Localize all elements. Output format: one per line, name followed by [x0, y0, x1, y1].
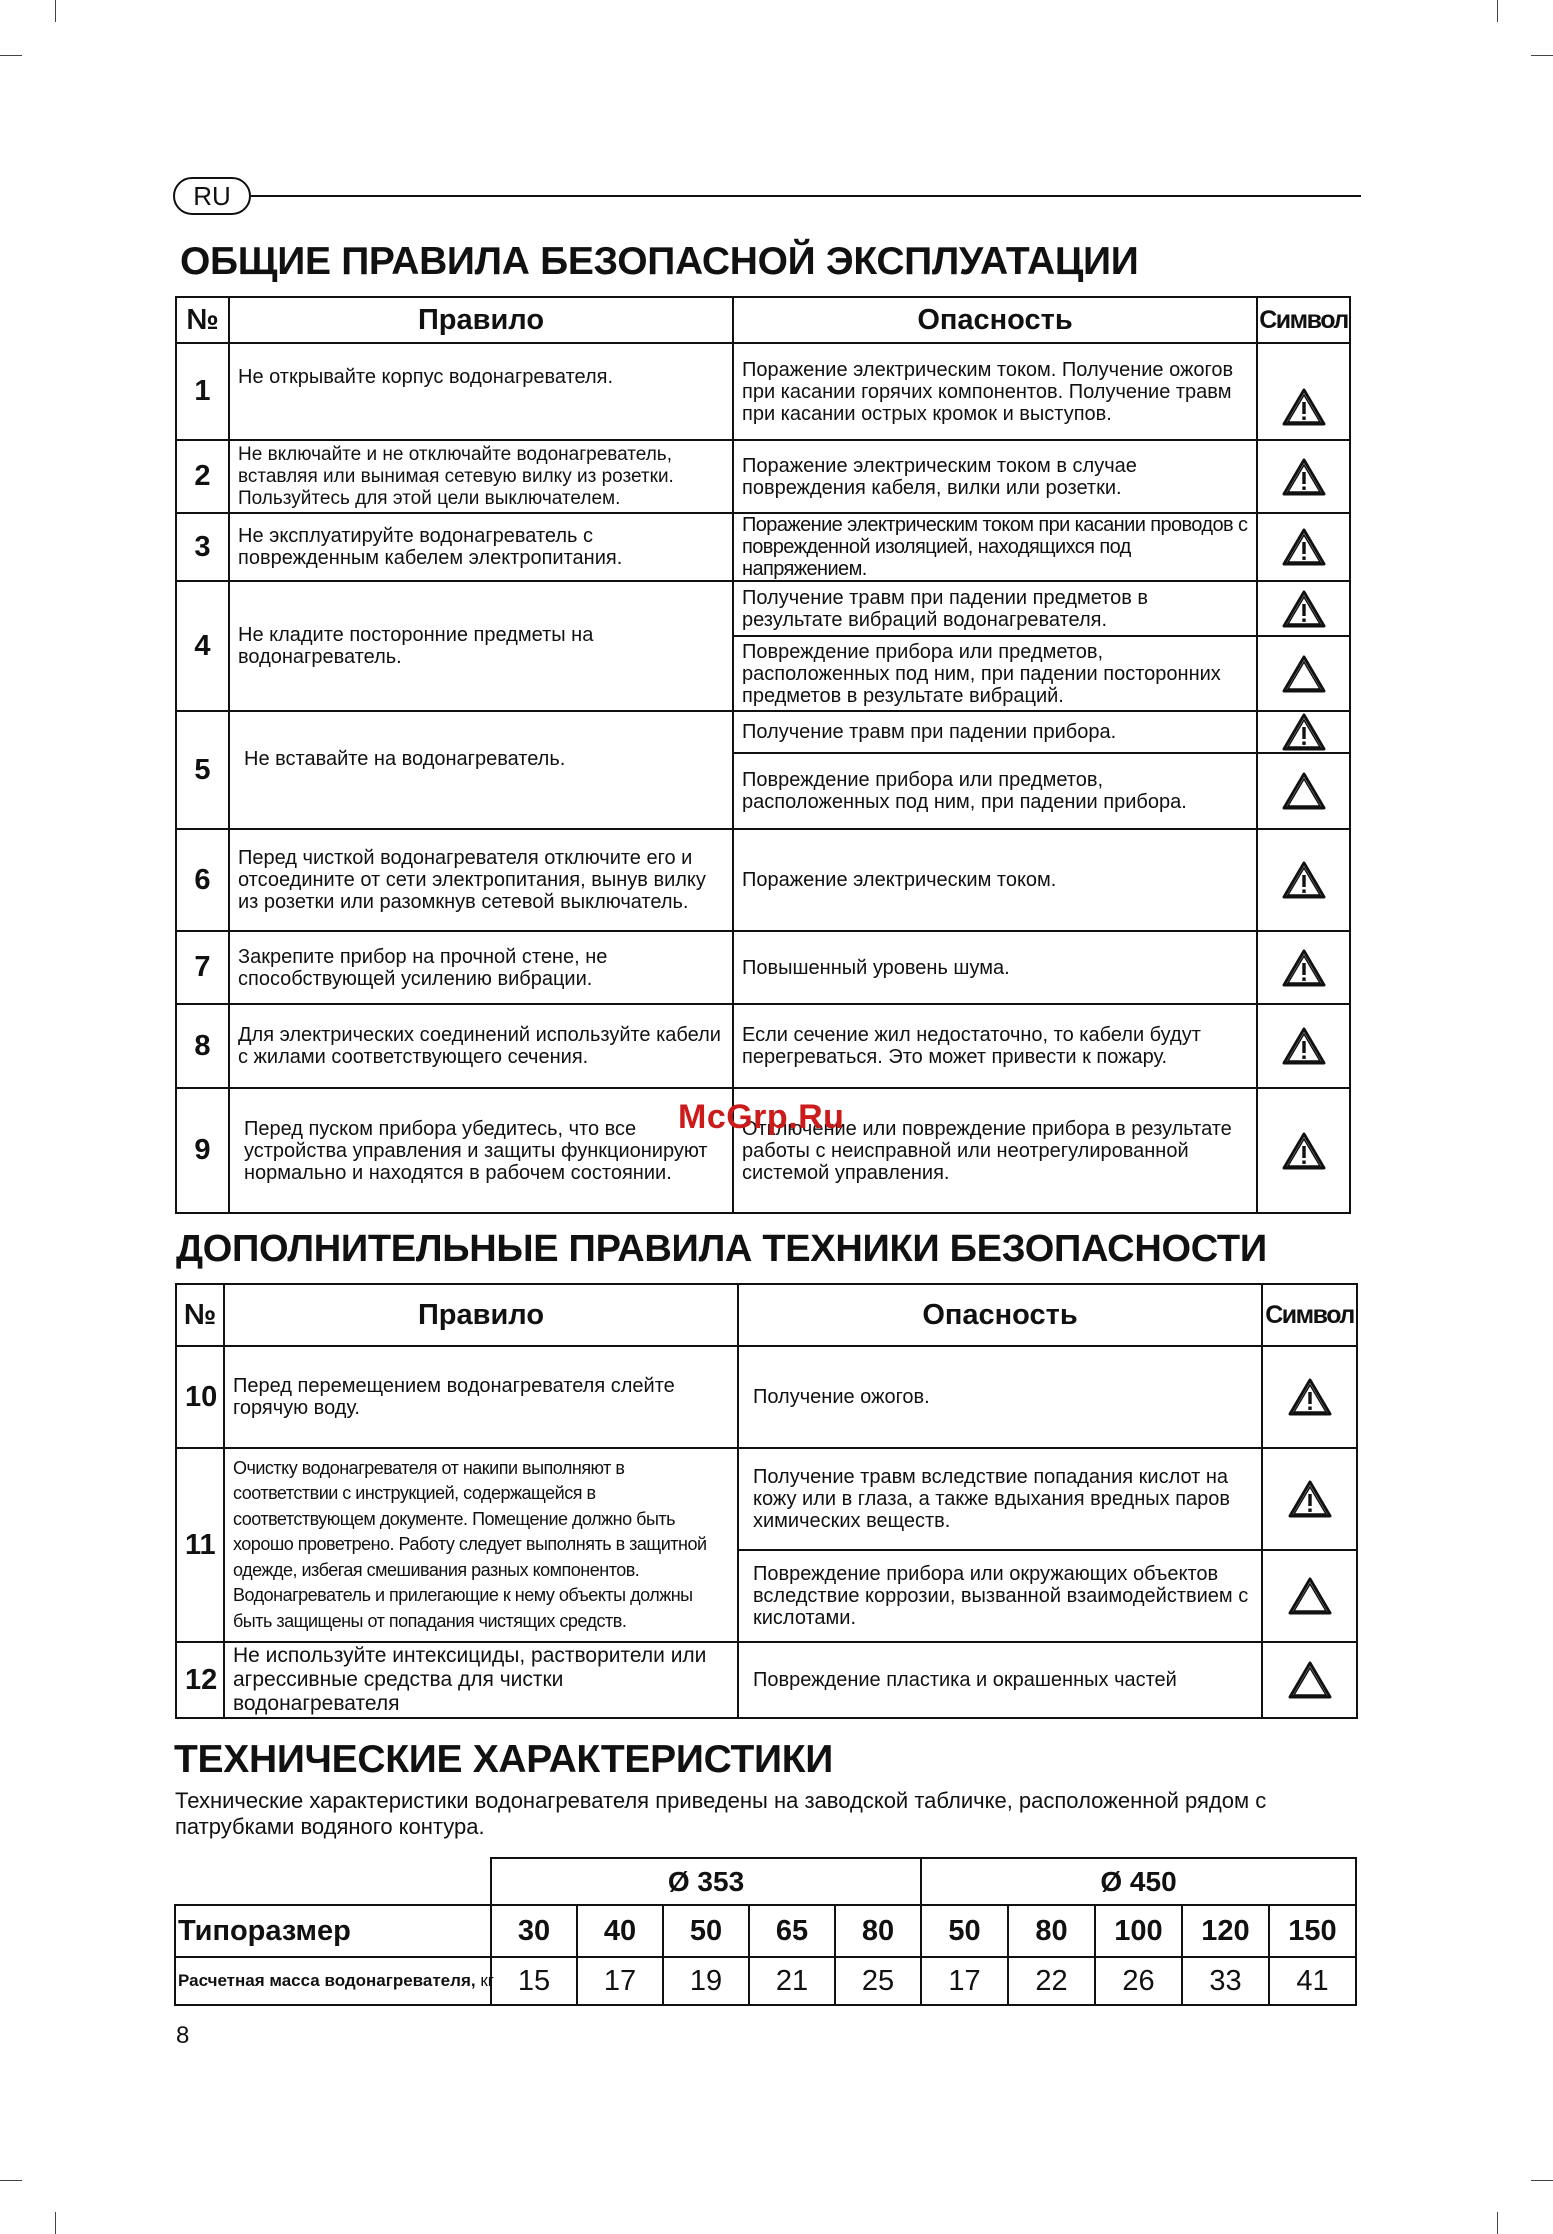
mass-value: 26: [1095, 1957, 1182, 2005]
section3-title: ТЕХНИЧЕСКИЕ ХАРАКТЕРИСТИКИ: [174, 1738, 833, 1781]
mass-row: [175, 1957, 1356, 2005]
col-header-rule: Правило: [229, 297, 733, 343]
size-value: 80: [835, 1905, 921, 1957]
mass-label-cell: [175, 1957, 494, 2005]
warning-icon: [1281, 948, 1327, 988]
warning-icon: [1281, 1026, 1327, 1066]
size-value: 65: [749, 1905, 835, 1957]
symbol-cell: [1257, 1088, 1350, 1213]
mass-value: 17: [921, 1957, 1008, 2005]
danger-text: Поражение электрическим током.: [733, 829, 1257, 931]
table-row: [176, 1642, 1357, 1718]
rule-text: Не кладите посторонние предметы на водонагреватель.: [229, 581, 733, 711]
mass-value: 25: [835, 1957, 921, 2005]
table-row: [176, 343, 1350, 440]
crop-mark: [1497, 2212, 1498, 2234]
rule-text: Не включайте и не отключайте водонагреватель, вставляя или вынимая сетевую вилку из розетки. Пользуйтесь для этой цели выключателем.: [229, 440, 733, 513]
danger-text: Поражение электрическим током. Получение ожогов при касании горячих компонентов. Получение травм при касании острых кромок и выступов.: [733, 343, 1257, 440]
danger-text: Повреждение прибора или предметов, расположенных под ним, при падении посторонних предметов в результате вибраций.: [733, 636, 1257, 711]
rule-text: Перед перемещением водонагревателя слейте горячую воду.: [224, 1346, 738, 1448]
crop-mark: [0, 55, 22, 56]
col-header-symbol: Символ: [1262, 1284, 1357, 1346]
col-header-danger: Опасность: [733, 297, 1257, 343]
row-number: 9: [176, 1088, 229, 1213]
size-value: 100: [1095, 1905, 1182, 1957]
tech-specs-table: [174, 1857, 1357, 2006]
rule-text: Перед пуском прибора убедитесь, что все устройства управления и защиты функционируют нормально и находятся в рабочем состоянии.: [229, 1088, 733, 1213]
caution-icon: [1287, 1660, 1333, 1700]
symbol-cell: [1257, 636, 1350, 711]
size-value: 50: [663, 1905, 749, 1957]
table-row: [176, 1448, 1357, 1550]
table-row: [176, 581, 1350, 636]
mass-value: 22: [1008, 1957, 1095, 2005]
size-value: 40: [577, 1905, 663, 1957]
mass-value: 21: [749, 1957, 835, 2005]
warning-icon: [1281, 387, 1327, 427]
row-number: 3: [176, 513, 229, 581]
crop-mark: [55, 0, 56, 22]
warning-icon: [1281, 589, 1327, 629]
danger-text: Если сечение жил недостаточно, то кабели будут перегреваться. Это может привести к пожару.: [733, 1004, 1257, 1088]
size-value: 50: [921, 1905, 1008, 1957]
rule-text: Закрепите прибор на прочной стене, не способствующей усилению вибрации.: [229, 931, 733, 1004]
danger-text: Повреждение прибора или предметов, расположенных под ним, при падении прибора.: [733, 753, 1257, 829]
table-row: [176, 931, 1350, 1004]
empty-cell: [175, 1858, 491, 1905]
row-number: 7: [176, 931, 229, 1004]
mass-label: Расчетная масса водонагревателя,: [178, 1971, 476, 1990]
size-row: [175, 1905, 1356, 1957]
warning-icon: [1281, 860, 1327, 900]
col-header-symbol: Символ: [1257, 297, 1350, 343]
mass-value: 17: [577, 1957, 663, 2005]
crop-mark: [0, 2180, 22, 2181]
size-label: Типоразмер: [175, 1905, 491, 1957]
rule-text: Не используйте интексициды, растворители или агрессивные средства для чистки водонагревателя: [224, 1642, 738, 1718]
danger-text: Повреждение пластика и окрашенных частей: [738, 1642, 1262, 1718]
symbol-cell: [1262, 1448, 1357, 1550]
table-header-row: [176, 297, 1350, 343]
row-number: 10: [176, 1346, 224, 1448]
symbol-cell: [1257, 1004, 1350, 1088]
rule-text: Перед чисткой водонагревателя отключите его и отсоедините от сети электропитания, вынув вилку из розетки или разомкнув сетевой выключатель.: [229, 829, 733, 931]
size-value: 150: [1269, 1905, 1356, 1957]
table-row: [176, 829, 1350, 931]
additional-safety-table: [175, 1283, 1358, 1719]
caution-icon: [1287, 1576, 1333, 1616]
crop-mark: [55, 2212, 56, 2234]
symbol-cell: [1257, 711, 1350, 753]
language-badge: RU: [173, 177, 251, 215]
symbol-cell: [1257, 581, 1350, 636]
symbol-cell: [1262, 1346, 1357, 1448]
col-header-danger: Опасность: [738, 1284, 1262, 1346]
col-header-num: №: [176, 1284, 224, 1346]
rule-text: Очистку водонагревателя от накипи выполняют в соответствии с инструкцией, содержащейся в соответствующем документе. Помещение должно быть хорошо проветрено. Работу следует выполнять в защитной одежде, избегая смешивания разных компонентов. Водонагреватель и прилегающие к нему объекты должны быть защищены от попадания чистящих средств.: [224, 1448, 738, 1642]
caution-icon: [1281, 771, 1327, 811]
crop-mark: [1531, 55, 1553, 56]
general-safety-table: [175, 296, 1351, 1214]
rule-text: Не эксплуатируйте водонагреватель с поврежденным кабелем электропитания.: [229, 513, 733, 581]
size-value: 120: [1182, 1905, 1269, 1957]
danger-text: Поражение электрическим током при касании проводов с поврежденной изоляцией, находящихся под напряжением.: [733, 513, 1257, 581]
rule-text: Не вставайте на водонагреватель.: [229, 711, 733, 829]
row-number: 5: [176, 711, 229, 829]
warning-icon: [1281, 527, 1327, 567]
mass-unit: кг: [480, 1971, 494, 1990]
diameter-row: [175, 1858, 1356, 1905]
warning-icon: [1287, 1377, 1333, 1417]
header-rule: [251, 195, 1361, 197]
warning-icon: [1281, 457, 1327, 497]
crop-mark: [1531, 2180, 1553, 2181]
row-number: 11: [176, 1448, 224, 1642]
mass-value: 33: [1182, 1957, 1269, 2005]
danger-text: Повышенный уровень шума.: [733, 931, 1257, 1004]
danger-text: Получение травм при падении предметов в результате вибраций водонагревателя.: [733, 581, 1257, 636]
page-number: 8: [176, 2022, 190, 2049]
rule-text: Для электрических соединений используйте кабели с жилами соответствующего сечения.: [229, 1004, 733, 1088]
rule-text: Не открывайте корпус водонагревателя.: [229, 343, 733, 440]
mass-value: 15: [491, 1957, 577, 2005]
size-value: 80: [1008, 1905, 1095, 1957]
row-number: 12: [176, 1642, 224, 1718]
symbol-cell: [1257, 753, 1350, 829]
danger-text: Получение травм при падении прибора.: [733, 711, 1257, 753]
danger-text: Получение травм вследствие попадания кислот на кожу или в глаза, а также вдыхания вредных паров химических веществ.: [738, 1448, 1262, 1550]
row-number: 1: [176, 343, 229, 440]
symbol-cell: [1262, 1550, 1357, 1642]
table-header-row: [176, 1284, 1357, 1346]
crop-mark: [1497, 0, 1498, 22]
warning-icon: [1281, 1131, 1327, 1171]
danger-text: Повреждение прибора или окружающих объектов вследствие коррозии, вызванной взаимодействием с кислотами.: [738, 1550, 1262, 1642]
diameter-group: Ø 353: [491, 1858, 921, 1905]
watermark: McGrp.Ru: [678, 1098, 845, 1136]
danger-text: Поражение электрическим током в случае повреждения кабеля, вилки или розетки.: [733, 440, 1257, 513]
warning-icon: [1287, 1479, 1333, 1519]
caution-icon: [1281, 654, 1327, 694]
row-number: 8: [176, 1004, 229, 1088]
symbol-cell: [1257, 343, 1350, 440]
symbol-cell: [1257, 440, 1350, 513]
col-header-num: №: [176, 297, 229, 343]
danger-text: Получение ожогов.: [738, 1346, 1262, 1448]
symbol-cell: [1262, 1642, 1357, 1718]
table-row: [176, 1004, 1350, 1088]
table-row: [176, 513, 1350, 581]
tech-paragraph: Технические характеристики водонагревателя приведены на заводской табличке, расположенной рядом с патрубками водяного контура.: [175, 1788, 1267, 1839]
mass-value: 41: [1269, 1957, 1356, 2005]
row-number: 6: [176, 829, 229, 931]
table-row: [176, 1346, 1357, 1448]
section2-title: ДОПОЛНИТЕЛЬНЫЕ ПРАВИЛА ТЕХНИКИ БЕЗОПАСНОСТИ: [176, 1228, 1267, 1270]
diameter-group: Ø 450: [921, 1858, 1356, 1905]
table-row: [176, 440, 1350, 513]
warning-icon: [1281, 712, 1327, 752]
mass-value: 19: [663, 1957, 749, 2005]
row-number: 2: [176, 440, 229, 513]
row-number: 4: [176, 581, 229, 711]
table-row: [176, 711, 1350, 753]
danger-text: Отключение или повреждение прибора в результате работы с неисправной или неотрегулированной системой управления.: [733, 1088, 1257, 1213]
size-value: 30: [491, 1905, 577, 1957]
section1-title: ОБЩИЕ ПРАВИЛА БЕЗОПАСНОЙ ЭКСПЛУАТАЦИИ: [180, 240, 1139, 283]
symbol-cell: [1257, 829, 1350, 931]
col-header-rule: Правило: [224, 1284, 738, 1346]
symbol-cell: [1257, 513, 1350, 581]
symbol-cell: [1257, 931, 1350, 1004]
